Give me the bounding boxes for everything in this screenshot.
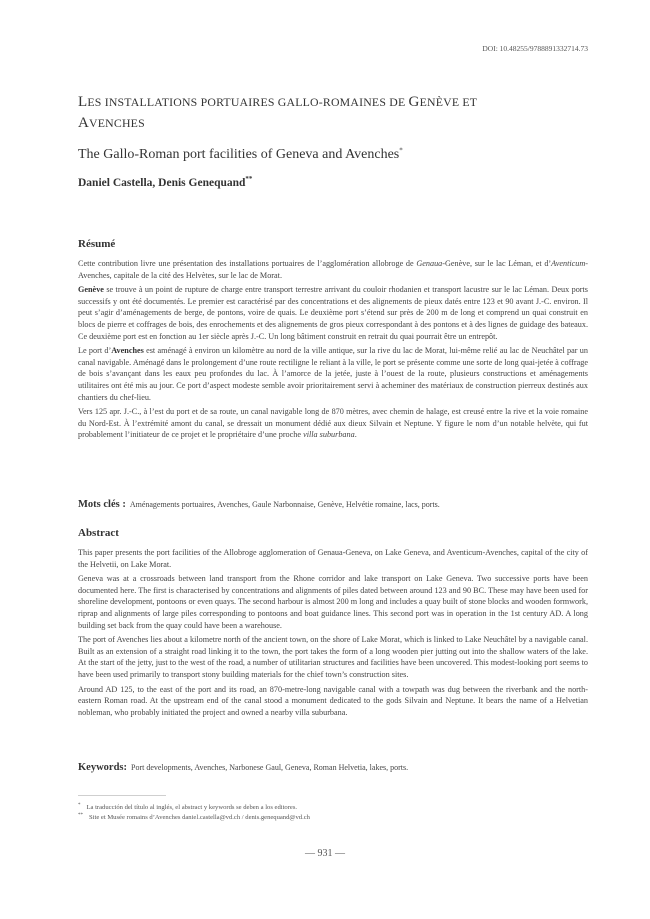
title-cap: L [78,94,88,110]
article-title-english [78,147,578,163]
doi-header: DOI: 10.48255/9788891332714.73 [482,44,588,53]
resume-heading: Résumé [78,238,116,250]
title-smallcaps: ES INSTALLATIONS PORTUAIRES GALLO-ROMAINES DE [87,95,409,109]
footnote-divider [78,795,166,796]
title-smallcaps: VENCHES [89,116,145,130]
footnote-mark: ** [245,175,253,184]
article-title-french [78,92,578,134]
footnote: ** Site et Musée romains d’Avenches daniel.castella@vd.ch / denis.genequand@vd.ch [78,812,310,821]
abstract-heading: Abstract [78,527,119,539]
title-smallcaps: ENÈVE ET [419,95,478,109]
mots-cles-label: Mots clés : [78,499,126,510]
authors-text: Daniel Castella, Denis Genequand [78,177,246,189]
footnote: * La traducción del título al inglés, el abstract y keywords se deben a los editores. [78,802,298,811]
keywords-text: Port developments, Avenches, Narbonese Gaul, Geneva, Roman Helvetia, lakes, ports. [131,763,409,772]
resume-paragraph: Le port d’Avenches est aménagé à environ un kilomètre au nord de la ville antique, sur la rive du lac de Morat, lui-même relié au lac de Neuchâtel par un canal navigable. Aménagé dans le prolongement d’une route rectiligne le reliant à la ville, le port se présente comme une sorte de long quai-jetée à coffrage de bois s’avançant dans les eaux peu profondes du lac. À l’amorce de la jetée, juste à l’ouest de la route, plusieurs constructions et aménagements utilitaires ont été mis au jour. Ce port d’aspect modeste semble avoir prioritairement servi à acheminer des matériaux de construction pierreux destinés aux chantiers du chef-lieu. [78,346,588,402]
keywords [78,762,588,774]
authors [78,177,252,189]
resume-section [78,238,588,444]
mots-cles [78,499,588,511]
abstract-paragraph: Around AD 125, to the east of the port and its road, an 870-metre-long navigable canal with a towpath was dug between the riverbank and the north-eastern Roman road. At the upstream end of the canal stood a monument dedicated to the gods Silvain and Neptune. It bears the name of a Helvetian nobleman, who probably initiated the project and owned a nearby villa suburbana. [78,684,588,717]
title-cap: A [78,115,90,131]
subtitle-text: The Gallo-Roman port facilities of Geneva and Avenches [78,147,400,162]
page-number: — 931 — [305,848,345,859]
abstract-paragraph: Geneva was at a crossroads between land transport from the Rhone corridor and lake transport on Lake Geneva. Two successive ports have been documented here. The first is characterised by concentrations and alignments of piles dated between around 123 and 90 BC. These may have been used for shoreline development, pontoons or even quays. The second harbour is almost 200 m long and includes a quay built of stone blocks and wooden formwork, riprap and alignments of large piles corresponding to pontoons and boat guidance lines. This second port was in operation in the 1st century AD. A long building set back from the quay could have been a warehouse. [78,574,588,630]
resume-paragraph: Cette contribution livre une présentation des installations portuaires de l’agglomération allobroge de Genaua-Genève, sur le lac Léman, et d’Aventicum-Avenches, capitale de la cité des Helvètes, sur le lac de Morat. [78,259,589,280]
mots-cles-text: Aménagements portuaires, Avenches, Gaule Narbonnaise, Genève, Helvétie romaine, lacs, ports. [129,500,440,509]
keywords-label: Keywords: [78,762,127,773]
abstract-paragraph: The port of Avenches lies about a kilometre north of the ancient town, on the shore of Lake Morat, which is linked to Lake Neuchâtel by a navigable canal. Built as an extension of a straight road linking it to the town, the port takes the form of a long wooden pier jutting out into the shallow waters of the lake. At the start of the jetty, just to the west of the road, a number of utilitarian structures and facilities have been uncovered. This modest-looking port seems to have been used primarily to transport stony building materials for the chief town’s construction sites. [78,635,588,679]
resume-paragraph: Vers 125 apr. J.-C., à l’est du port et de sa route, un canal navigable long de 870 mètres, avec chemin de halage, est creusé entre la rive et la voie romaine du Nord-Est. À l’extrémité amont du canal, se dressait un monument dédié aux dieux Silvain et Neptune. Y figure le nom d’un notable helvète, qui fut probablement l’initiateur de ce projet et le propriétaire d’une proche villa suburbana. [78,407,588,440]
abstract-paragraph: This paper presents the port facilities of the Allobroge agglomeration of Genaua-Geneva, on Lake Geneva, and Aventicum-Avenches, capital of the city of the Helvetii, on Lake Morat. [78,548,588,569]
footnote-mark: * [399,146,403,155]
resume-paragraph: Genève se trouve à un point de rupture de charge entre transport terrestre arrivant du couloir rhodanien et transport lacustre sur le lac Léman. Deux ports successifs y ont été documentés. Le premier est caractérisé par des concentrations et des alignements de pieux datés entre 123 et 90 avant J.-C. environ. Il peut s’agir d’aménagements de berge, de pontons, voire de quais. Le deuxième port s’étend sur près de 200 m de long et comprend un quai construit en blocs de pierre et coffrages de bois, des enrochements et des alignements de gros pieux correspondant à des pontons et à des lignes de guidage des bateaux. Ce deuxième port est en fonction au 1er siècle après J.-C. Un long bâtiment construit en retrait du quai pourrait être un entrepôt. [78,285,588,341]
title-cap: G [408,94,420,110]
abstract-section [78,527,588,721]
footnotes [78,803,588,823]
